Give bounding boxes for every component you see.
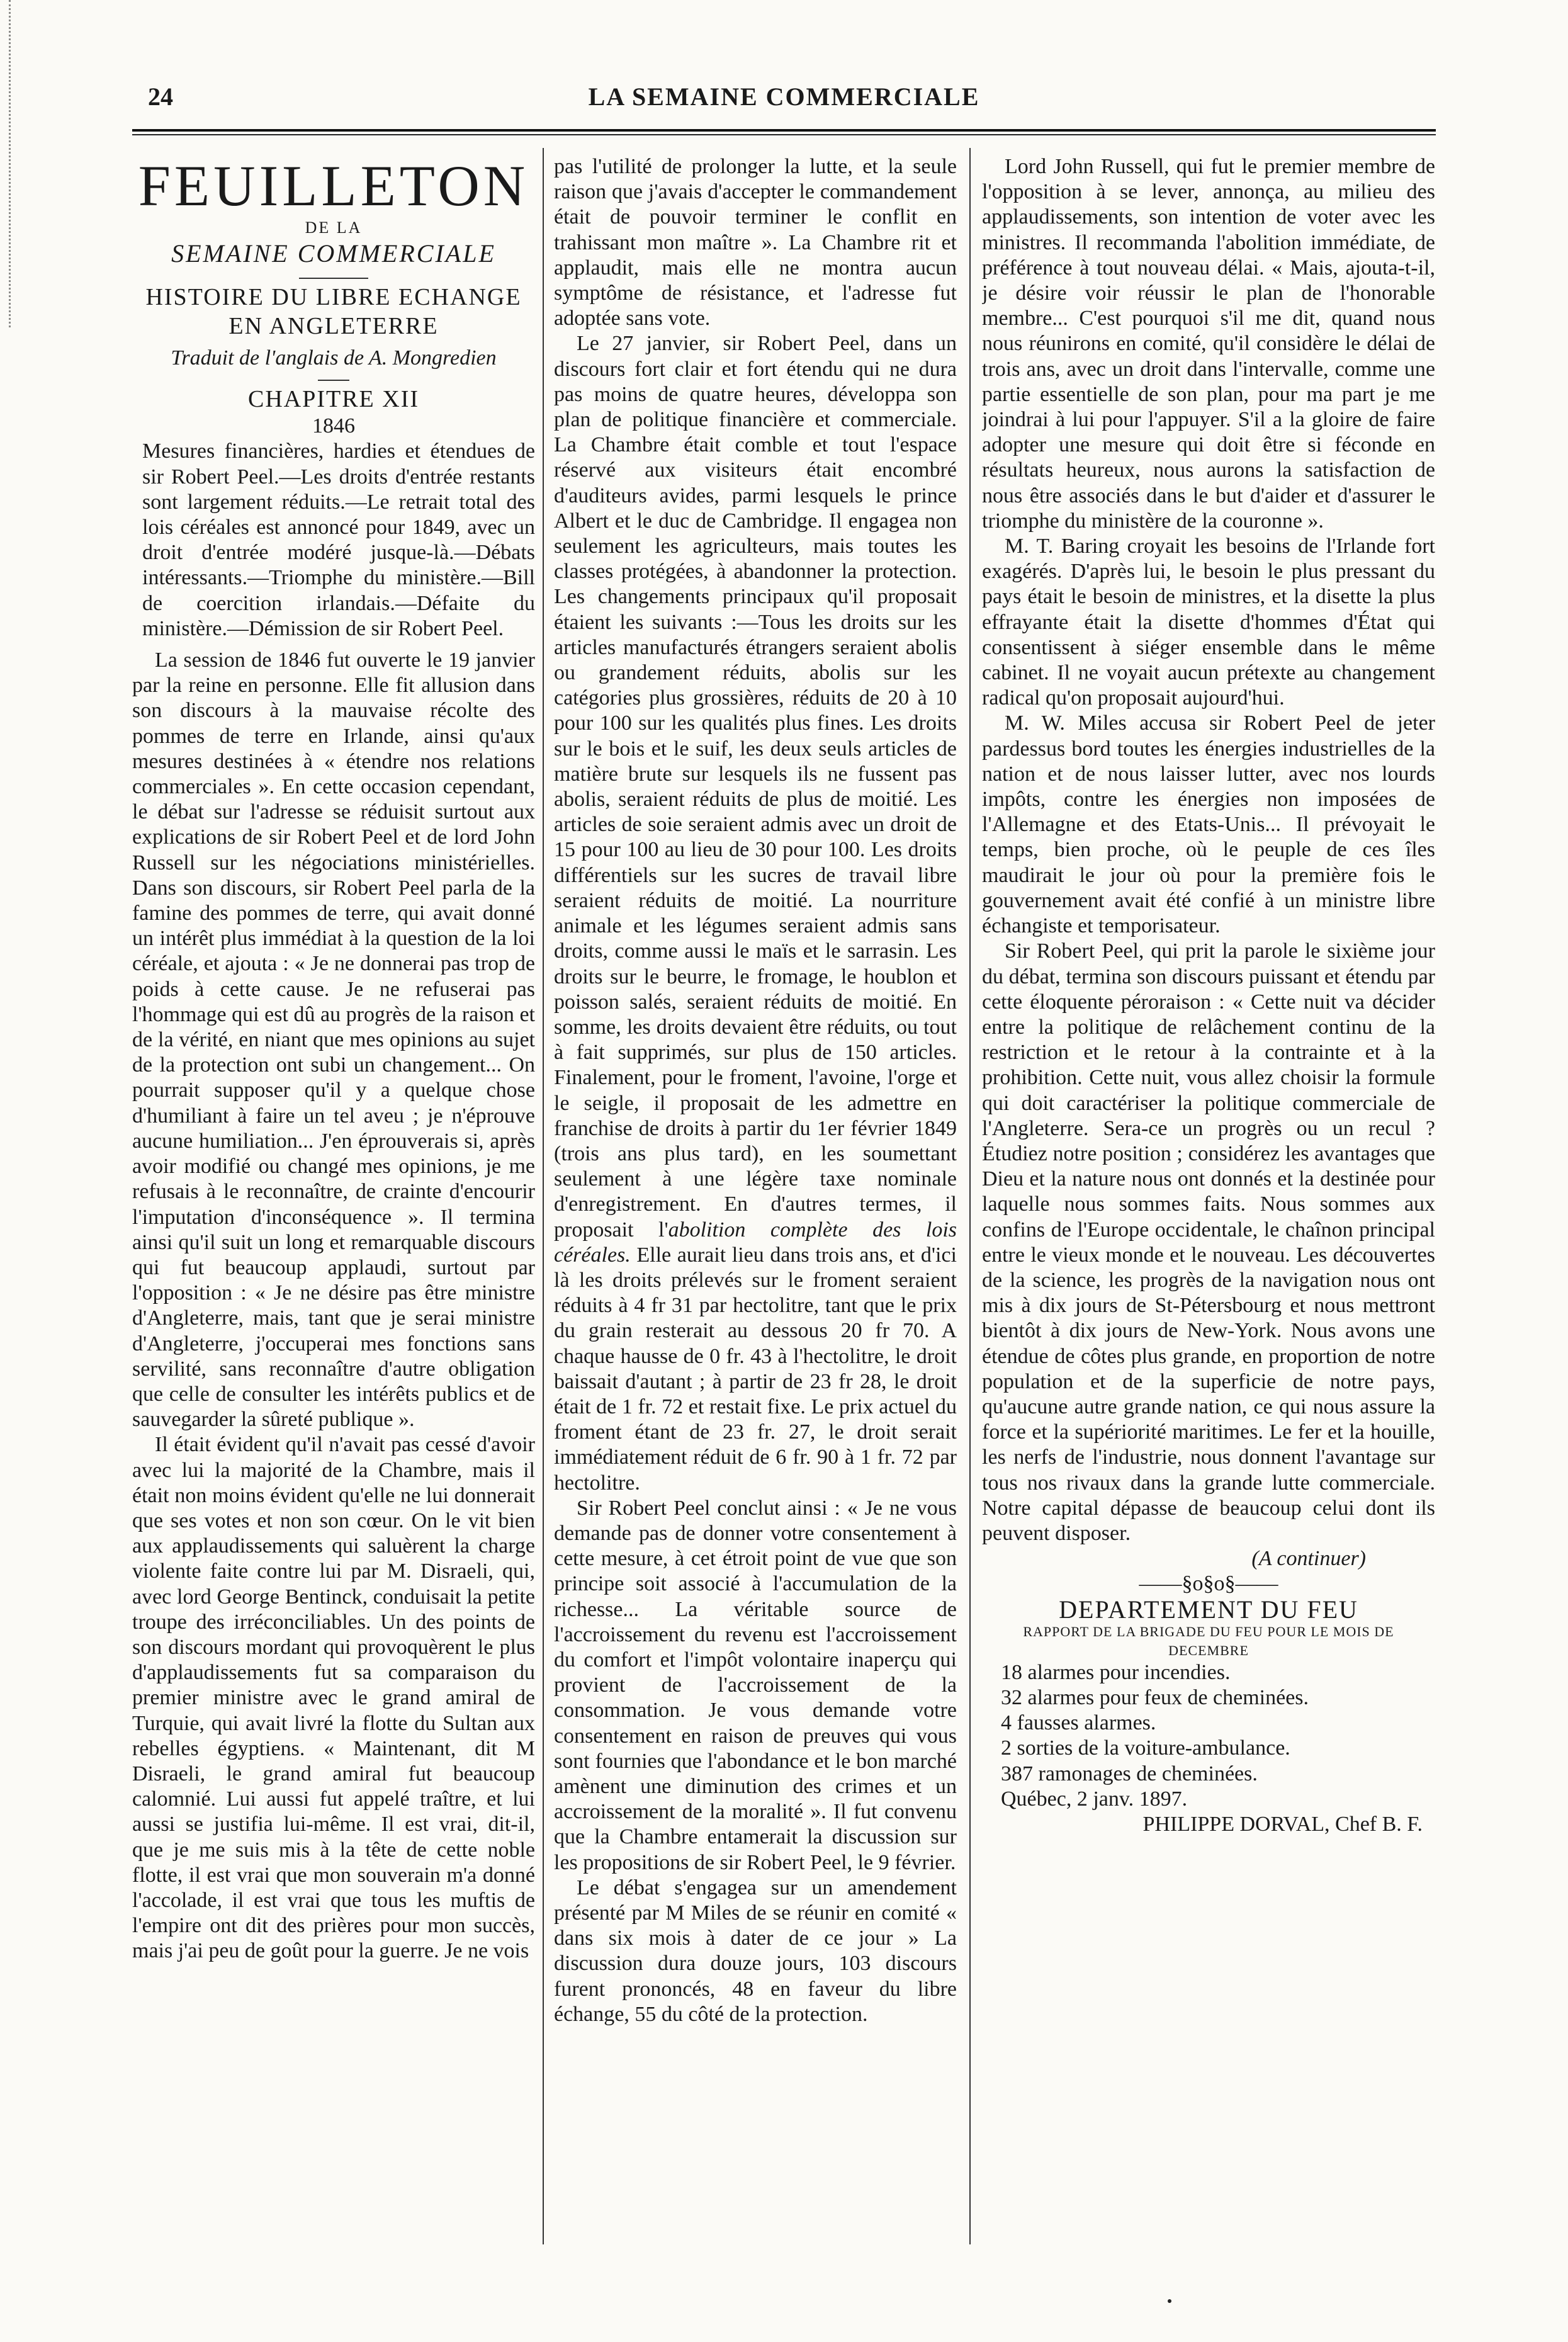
paragraph: pas l'utilité de prolonger la lutte, et la seule raison que j'avais d'accepter le commandement était de pouvoir terminer le conflit en trahissant mon maître ». La Chambre rit et applaudit, mais elle ne montra aucun symptôme de résistance, et l'adresse fut adoptée sans vote. — [554, 155, 957, 331]
work-title-line-1: HISTOIRE DU LIBRE ECHANGE — [145, 284, 522, 310]
column-1 — [132, 154, 535, 1964]
chapter-summary: Mesures financières, hardies et étendues de sir Robert Peel.—Les droits d'entrée restants sont largement réduits.—Le retrait total des lois céréales est annoncé pour 1849, avec un droit d'entrée modéré jusque-là.—Débats intéressants.—Triomphe du ministère.—Bill de coercition irlandais.—Défaite du ministère.—Démission de sir Robert Peel. — [142, 439, 535, 640]
paragraph: Lord John Russell, qui fut le premier membre de l'opposition à se lever, annonça, au milieu des applaudissements, son intention de voter avec les ministres. Il recommanda l'abolition immédiate, de préférence à tout nouveau délai. « Mais, ajouta-t-il, je désire voir réussir le plan de l'honorable membre... C'est pourquoi s'il me dit, quand nous nous réunirons en comité, qu'il considère le délai de trois ans, avec un droit dans l'intervalle, comme une partie essentielle de son plan, pour ma part je me joindrai à lui pour l'appuyer. S'il a la gloire de faire adopter une mesure qui doit être si féconde en résultats heureux, nous aurons la satisfaction de nous être associés dans le but d'aider et d'assurer le triomphe du ministère de la couronne ». — [982, 155, 1435, 533]
chapter-year: 1846 — [312, 414, 355, 438]
feuilleton-title: FEUILLETON — [138, 154, 529, 218]
feuilleton-subtitle: SEMAINE COMMERCIALE — [171, 239, 496, 268]
column-2 — [554, 154, 957, 2027]
report-line: 387 ramonages de cheminées. — [1001, 1762, 1258, 1785]
report-date: Québec, 2 janv. 1897. — [1001, 1787, 1188, 1811]
signature: PHILIPPE DORVAL, Chef B. F. — [1142, 1813, 1423, 1836]
chapter-divider — [318, 380, 349, 381]
page-number: 24 — [148, 82, 173, 111]
report-line: 18 alarmes pour incendies. — [1001, 1660, 1231, 1684]
paragraph-text: Elle aurait lieu dans trois ans, et d'ici là les droits prélevés sur le froment seraient réduits à 4 fr 31 par hectolitre, tant que le prix du grain resterait au dessous 20 fr 70. A chaque hausse de 0 fr. 43 à l'hectolitre, le droit baissait d'autant ; à partir de 23 fr 28, le droit était de 1 fr. 72 et restait fixe. Le prix actuel du froment étant de 23 fr. 27, le droit serait immédiatement réduit de 6 fr. 90 à 1 fr. 72 par hectolitre. — [554, 1243, 957, 1495]
header-rule-thin — [132, 134, 1436, 135]
paragraph-emphasis: abolition complète des lois céréales. — [554, 1218, 957, 1267]
paragraph: Le débat s'engagea sur un amendement présenté par M Miles de se réunir en comité « dans six mois à dater de ce jour » La discussion dura douze jours, 103 discours furent prononcés, 48 en faveur du libre échange, 55 du côté de la protection. — [554, 1875, 957, 2026]
report-line: 32 alarmes pour feux de cheminées. — [1001, 1685, 1309, 1709]
paragraph: Sir Robert Peel conclut ainsi : « Je ne vous demande pas de donner votre consentement à cette mesure, à cet étroit point de vue que son principe soit associé à l'accumulation de la richesse... La véritable source de l'accroissement du revenu est l'accroissement du comfort et l'impôt volontaire inaperçu qui provient de l'accroissement de la consommation. Je vous demande votre consentement en raison de preuves qui vous sont fournies que l'abondance et le bon marché amènent une diminution des crimes et un accroissement de la moralité ». Il fut convenu que la Chambre entamerait la discussion sur les propositions de sir Robert Peel, le 9 février. — [554, 1496, 957, 1874]
journal-title: LA SEMAINE COMMERCIALE — [588, 82, 980, 111]
column-3 — [982, 154, 1435, 1837]
header-rule — [132, 129, 1436, 132]
page-dot — [1168, 2299, 1171, 2303]
work-title-line-2: EN ANGLETERRE — [228, 313, 439, 339]
title-divider — [299, 278, 368, 279]
masthead — [132, 82, 1436, 126]
translator-credit: Traduit de l'anglais de A. Mongredien — [171, 346, 497, 370]
paragraph: Il était évident qu'il n'avait pas cessé d'avoir avec lui la majorité de la Chambre, mais il était non moins évident qu'elle ne lui donnerait que ses votes et non son cœur. On le vit bien aux applaudissements qui saluèrent la charge violente faite contre lui par M. Disraeli, qui, avec lord George Bentinck, conduisait la petite troupe des irréconciliables. Un des points de son discours mordant qui provoquèrent le plus d'applaudissements fut sa comparaison du premier ministre avec le grand amiral de Turquie, qui avait livré la flotte du Sultan aux rebelles égyptiens. « Maintenant, dit M Disraeli, le grand amiral fut beaucoup calomnié. Lui aussi fut appelé traître, et lui aussi se justifia lui-même. Il est vrai, dit-il, que je me suis mis à la tête de cette noble flotte, il est vrai que mon souverain m'a donné l'accolade, il est vrai que tous les muftis de l'empire ont dit des prières pour mon succès, mais j'ai peu de goût pour la guerre. Je ne vois — [132, 1433, 535, 1963]
section-title: DEPARTEMENT DU FEU — [1059, 1595, 1358, 1624]
section-subtitle: RAPPORT DE LA BRIGADE DU FEU POUR LE MOIS DE DECEMBRE — [1023, 1623, 1394, 1658]
paragraph-text: Le 27 janvier, sir Robert Peel, dans un discours fort clair et fort étendu qui ne dura pas moins de quatre heures, développa son plan de politique financière et commerciale. La Chambre était comble et tout l'espace réservé aux visiteurs était encombré d'auditeurs avides, parmi lesquels le prince Albert et le duc de Cambridge. Il engagea non seulement les agriculteurs, mais toutes les classes protégées, à abandonner la protection. Les changements principaux qu'il proposait étaient les suivants :—Tous les droits sur les articles manufacturés étrangers seraient abolis ou grandement réduits, abolis sur les catégories plus grossières, réduits de 20 à 10 pour 100 sur les qualités plus fines. Les droits sur le bois et le suif, les deux seuls articles de matière brute sur lesquels ils ne fussent pas abolis, seraient réduits de plus de moitié. Les articles de soie seraient admis avec un droit de 15 pour 100 au lieu de 30 pour 100. Les droits différentiels sur les sucres de travail libre seraient réduits de moitié. La nourriture animale et les légumes seraient admis sans droits, comme aussi le maïs et le sarrasin. Les droits sur le beurre, le fromage, le houblon et poisson salés, seraient réduits de moitié. En somme, les droits devaient être réduits, ou tout à fait supprimés, sur plus de 150 articles. Finalement, pour le froment, l'avoine, l'orge et le seigle, il proposait de les admettre en franchise de droits à partir du 1er février 1849 (trois ans plus tard), en les soumettant seulement à une légère taxe nominale d'enregistrement. En d'autres termes, il proposait l' — [554, 332, 957, 1242]
paragraph — [554, 331, 957, 1495]
column-divider-2 — [969, 148, 971, 2244]
de-la-label: DE LA — [305, 218, 363, 237]
paragraph: La session de 1846 fut ouverte le 19 janvier par la reine en personne. Elle fit allusion dans son discours à la mauvaise récolte des pommes de terre en Irlande, ainsi qu'aux mesures destinées à « étendre nos relations commerciales ». En cette occasion cependant, le débat sur l'adresse se réduisit surtout aux explications de sir Robert Peel et de lord John Russell sur les négociations ministérielles. Dans son discours, sir Robert Peel parla de la famine des pommes de terre, qui avait donné un intérêt plus immédiat à la question de la loi céréale, et ajouta : « Je ne donnerai pas trop de poids à cette cause. Je ne refuserai pas l'hommage qui est dû au progrès de la raison et de la vérité, en niant que mes opinions au sujet de la protection ont subi un changement... On pourrait supposer qu'il y a quelque chose d'humiliant à faire un tel aveu ; je n'éprouve aucune humiliation... J'en éprouverais si, après avoir modifié ou changé mes opinions, je me refusais à le reconnaître, de crainte d'encourir l'imputation d'inconséquence ». Il termina ainsi qu'il suit un long et remarquable discours qui fut beaucoup applaudi, surtout par l'opposition : « Je ne désire pas être ministre d'Angleterre, mais, tant que je serai ministre d'Angleterre, j'occuperai mes fonctions sans servilité, sans reconnaître d'autre obligation que celle de consulter les intérêts publics et de sauvegarder la sûreté publique ». — [132, 648, 535, 1432]
section-ornament: ——§o§o§—— — [1139, 1572, 1278, 1596]
report-line: 4 fausses alarmes. — [1001, 1711, 1156, 1735]
report-line: 2 sorties de la voiture-ambulance. — [1001, 1736, 1290, 1760]
column-divider-1 — [543, 148, 544, 2244]
paragraph: Sir Robert Peel, qui prit la parole le sixième jour du débat, termina son discours puissant et étendu par cette éloquente péroraison : « Cette nuit va décider entre la politique de relâchement continu de la restriction et le retour à la contrainte et à la prohibition. Cette nuit, vous allez choisir la formule qui doit caractériser la politique commerciale de l'Angleterre. Sera-ce un progrès ou un recul ? Étudiez notre position ; considérez les avantages que Dieu et la nature nous ont donnés et la destinée pour laquelle nous sommes faits. Nous sommes aux confins de l'Europe occidentale, le chaînon principal entre le vieux monde et le nouveau. Les découvertes de la science, les progrès de la navigation nous ont mis à dix jours de St-Pétersbourg et nous mettront bientôt à dix jours de New-York. Nous avons une étendue de côtes plus grande, en proportion de notre population et de la superficie de notre pays, qu'aucune autre grande nation, ce qui nous assure la force et la supériorité maritimes. Le fer et la houille, les nerfs de l'industrie, nous donnent l'avantage sur tous nos rivaux dans la grande lutte commerciale. Notre capital dépasse de beaucoup celui dont ils peuvent disposer. — [982, 939, 1435, 1545]
chapter-heading: CHAPITRE XII — [247, 386, 420, 413]
continued-note: (A continuer) — [1251, 1547, 1366, 1571]
page-edge-mark — [0, 0, 11, 327]
paragraph: M. T. Baring croyait les besoins de l'Irlande fort exagérés. D'après lui, le besoin le plus pressant du pays était le besoin de ministres, et la disette la plus effrayante était la disette d'hommes d'État qui consentissent à siéger ensemble dans le même cabinet. Il ne voyait aucun prétexte au changement radical qu'on proposait aujourd'hui. — [982, 535, 1435, 710]
paragraph: M. W. Miles accusa sir Robert Peel de jeter pardessus bord toutes les énergies industrielles de la nation et de nous laisser lutter, avec nos lourds impôts, contre les énergies non imposées de l'Allemagne et des Etats-Unis... Il prévoyait le temps, bien proche, où le peuple de ces îles maudirait le jour où pour la première fois le gouvernement avait été confié à un ministre libre échangiste et temporisateur. — [982, 711, 1435, 938]
